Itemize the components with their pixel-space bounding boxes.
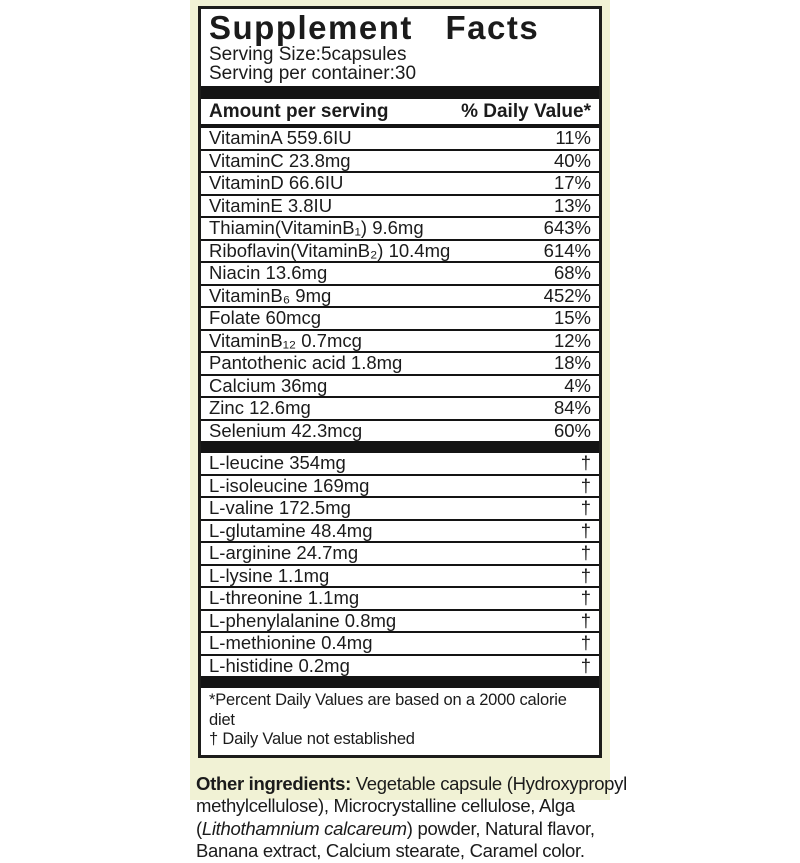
table-row — [201, 351, 599, 374]
table-row — [201, 519, 599, 542]
dagger-symbol: † — [580, 519, 591, 541]
table-row — [201, 474, 599, 497]
table-row — [201, 216, 599, 239]
amino-acid-name: L-glutamine 48.4mg — [209, 519, 373, 541]
nutrient-name: VitaminB₆ 9mg — [209, 284, 332, 306]
nutrient-daily-value: 60% — [553, 419, 591, 441]
amino-acid-name: L-leucine 354mg — [209, 452, 346, 473]
other-ingredients-text: ) powder, Natural flavor, — [406, 817, 595, 839]
other-ingredients-text: ( — [196, 817, 202, 839]
amino-acid-name: L-methionine 0.4mg — [209, 632, 373, 653]
nutrient-name: Pantothenic acid 1.8mg — [209, 352, 403, 373]
table-row — [201, 496, 599, 519]
nutrient-daily-value: 15% — [553, 307, 591, 328]
dagger-symbol: † — [580, 587, 591, 608]
table-row — [201, 171, 599, 194]
footnote-daily-values: *Percent Daily Values are based on a 2000 calorie diet — [209, 691, 567, 729]
other-ingredients-paragraph — [196, 772, 627, 863]
nutrient-daily-value: 614% — [543, 239, 591, 261]
nutrient-name: VitaminC 23.8mg — [209, 149, 351, 171]
nutrient-daily-value: 11% — [555, 127, 591, 148]
table-header-row — [201, 99, 599, 128]
other-ingredients-line-4: Banana extract, Calcium stearate, Caramel color. — [196, 840, 585, 861]
table-row — [201, 149, 599, 172]
nutrient-daily-value: 13% — [553, 194, 591, 216]
other-ingredients-line-1 — [196, 772, 627, 796]
nutrient-daily-value: 18% — [553, 352, 591, 373]
amino-acid-name: L-isoleucine 169mg — [209, 474, 370, 496]
table-row — [201, 329, 599, 352]
dagger-symbol: † — [580, 497, 591, 518]
other-ingredients-text: Vegetable capsule (Hydroxypropyl — [350, 772, 627, 794]
latin-species-name: Lithothamnium calcareum — [201, 817, 407, 839]
amino-acid-name: L-histidine 0.2mg — [209, 654, 350, 676]
table-row — [201, 419, 599, 442]
amino-acid-name: L-arginine 24.7mg — [209, 542, 359, 563]
nutrient-name: Niacin 13.6mg — [209, 262, 328, 283]
table-row — [201, 239, 599, 262]
nutrient-name: Folate 60mcg — [209, 307, 322, 328]
table-row — [201, 306, 599, 329]
dagger-symbol: † — [580, 452, 591, 473]
nutrient-daily-value: 12% — [553, 329, 591, 351]
nutrient-daily-value: 17% — [553, 172, 591, 193]
other-ingredients-line-2: methylcellulose), Microcrystalline cellulose, Alga — [196, 795, 575, 816]
servings-per-container: Serving per container:30 — [209, 63, 417, 84]
divider-bar-bottom — [201, 676, 599, 688]
serving-info — [201, 45, 599, 86]
other-ingredients-line-3 — [196, 818, 606, 841]
nutrient-name: Riboflavin(VitaminB₂) 10.4mg — [209, 239, 451, 261]
amino-acid-rows — [201, 453, 599, 676]
nutrient-daily-value: 643% — [543, 217, 591, 238]
dagger-symbol: † — [580, 564, 591, 586]
nutrient-name: VitaminD 66.6IU — [209, 172, 344, 193]
nutrient-name: Zinc 12.6mg — [209, 397, 311, 418]
nutrient-daily-value: 4% — [564, 374, 591, 396]
table-row — [201, 541, 599, 564]
table-row — [201, 374, 599, 397]
table-row — [201, 609, 599, 632]
serving-size: Serving Size:5capsules — [209, 44, 407, 65]
dagger-symbol: † — [580, 654, 591, 676]
header-amount-per-serving: Amount per serving — [209, 101, 389, 122]
dagger-symbol: † — [580, 474, 591, 496]
footnotes — [201, 688, 599, 755]
nutrient-name: Calcium 36mg — [209, 374, 328, 396]
label-panel — [190, 0, 627, 861]
supplement-facts-title: Supplement Facts — [209, 9, 540, 46]
table-row — [201, 631, 599, 654]
nutrient-daily-value: 84% — [553, 397, 591, 418]
table-row — [201, 586, 599, 609]
nutrient-daily-value: 40% — [553, 149, 591, 171]
other-ingredients-label: Other ingredients: — [196, 772, 351, 794]
nutrient-name: VitaminE 3.8IU — [209, 194, 333, 216]
table-row — [201, 284, 599, 307]
table-row — [201, 261, 599, 284]
nutrient-name: VitaminB₁₂ 0.7mcg — [209, 329, 362, 351]
table-row — [201, 194, 599, 217]
amino-acid-name: L-threonine 1.1mg — [209, 587, 360, 608]
dagger-symbol: † — [580, 542, 591, 563]
dagger-symbol: † — [580, 609, 591, 631]
table-row — [201, 128, 599, 149]
nutrient-name: VitaminA 559.6IU — [209, 127, 352, 148]
nutrient-name: Thiamin(VitaminB₁) 9.6mg — [209, 217, 424, 238]
nutrient-daily-value: 452% — [543, 284, 591, 306]
table-row — [201, 396, 599, 419]
dagger-symbol: † — [580, 632, 591, 653]
supplement-facts-box — [198, 6, 602, 758]
amino-acid-name: L-phenylalanine 0.8mg — [209, 609, 397, 631]
header-daily-value: % Daily Value* — [461, 101, 591, 122]
nutrient-name: Selenium 42.3mcg — [209, 419, 363, 441]
table-row — [201, 564, 599, 587]
footnote-dagger: † Daily Value not established — [209, 730, 415, 748]
table-row — [201, 453, 599, 474]
nutrient-rows — [201, 128, 599, 441]
amino-acid-name: L-lysine 1.1mg — [209, 564, 330, 586]
nutrient-daily-value: 68% — [553, 262, 591, 283]
table-row — [201, 654, 599, 677]
divider-bar-top — [201, 86, 599, 99]
amino-acid-name: L-valine 172.5mg — [209, 497, 351, 518]
